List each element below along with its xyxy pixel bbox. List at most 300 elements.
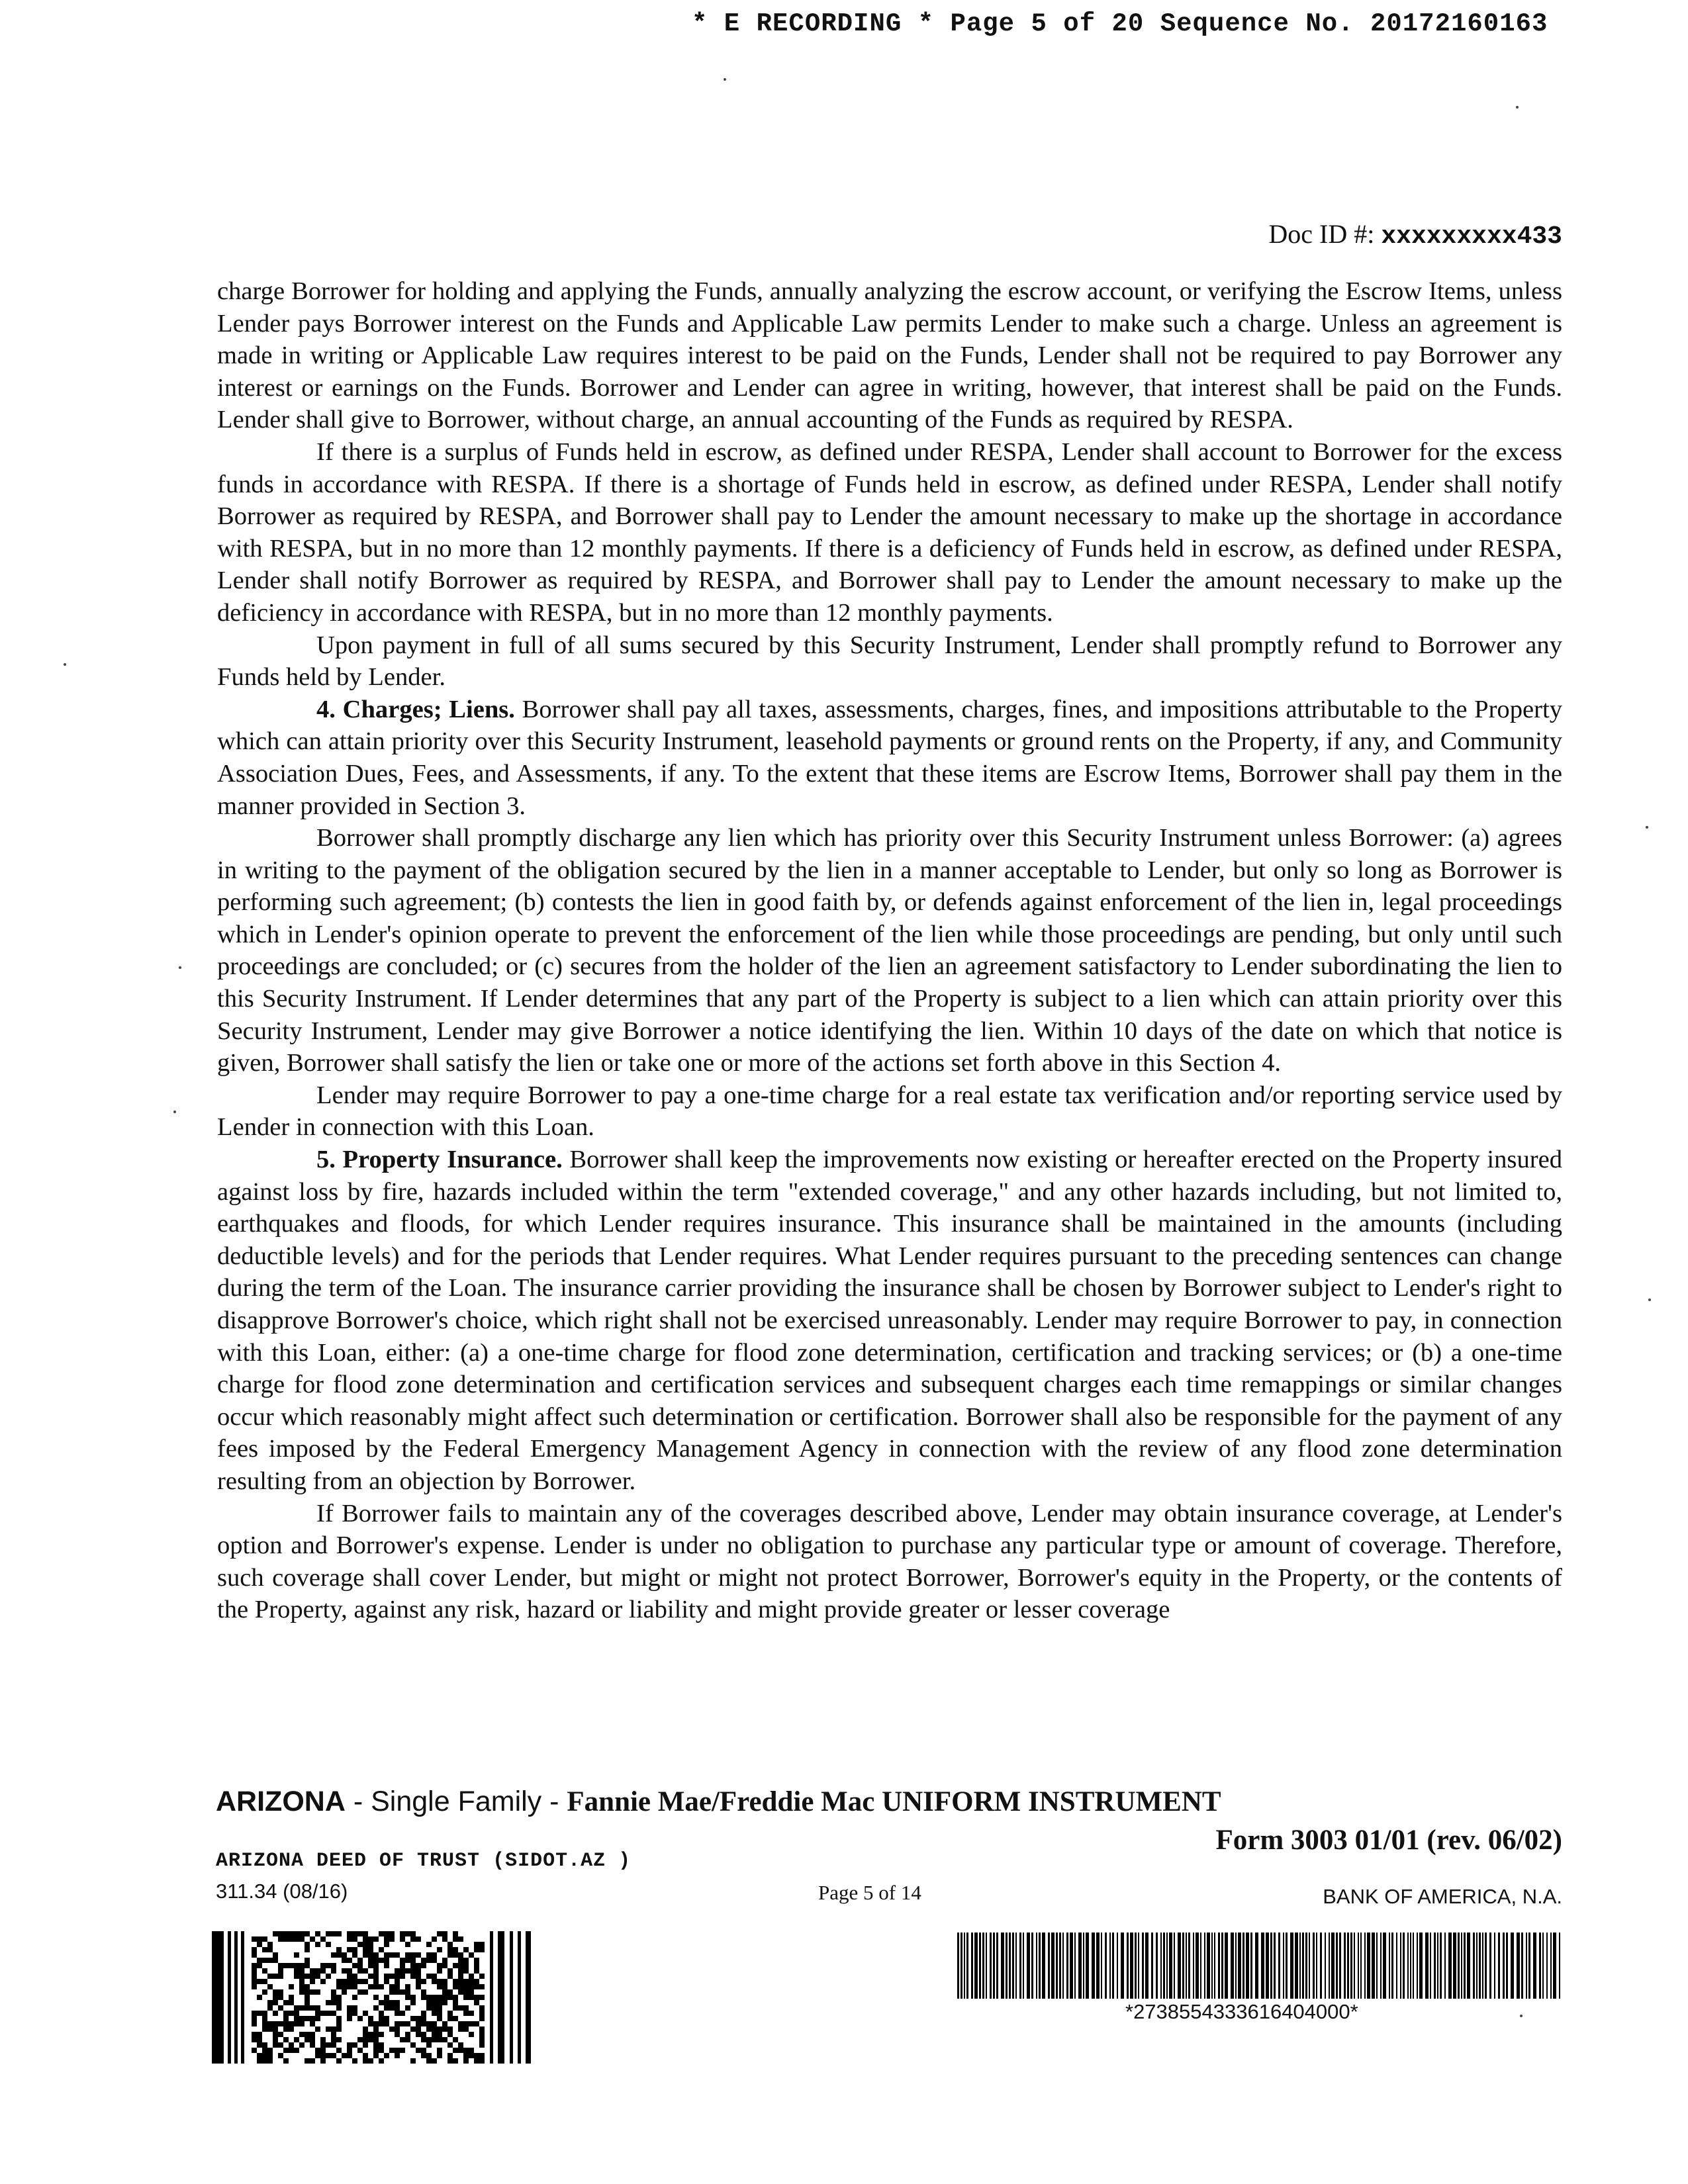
barcode-mark	[273, 1931, 278, 1936]
barcode-mark	[315, 2048, 320, 2053]
barcode-mark	[463, 2011, 469, 2016]
barcode-mark	[320, 1979, 326, 1984]
doc-id-label: Doc ID #:	[1268, 219, 1375, 249]
scan-speck	[1646, 826, 1648, 829]
barcode-mark	[1383, 1933, 1386, 1999]
barcode-mark	[331, 2037, 336, 2042]
barcode-mark	[474, 1947, 479, 1952]
barcode-mark	[273, 2026, 278, 2032]
barcode-mark	[252, 1947, 257, 1952]
section-4-heading: 4. Charges; Liens.	[316, 695, 515, 723]
barcode-mark	[1186, 1933, 1187, 1999]
barcode-mark	[426, 2021, 432, 2026]
barcode-mark	[342, 1952, 347, 1958]
barcode-mark	[320, 2058, 326, 2064]
barcode-mark	[320, 1968, 326, 1974]
barcode-mark	[453, 1979, 458, 1984]
barcode-mark	[315, 1968, 320, 1974]
barcode-mark	[273, 1952, 278, 1958]
barcode-mark	[469, 2021, 474, 2026]
barcode-mark	[479, 2058, 485, 2064]
barcode-mark	[474, 1979, 479, 1984]
barcode-mark	[1434, 1933, 1436, 1999]
barcode-mark	[294, 2048, 299, 2053]
barcode-mark	[299, 1931, 305, 1936]
barcode-mark	[347, 2016, 352, 2021]
barcode-mark	[294, 2011, 299, 2016]
barcode-mark	[252, 1952, 257, 1958]
barcode-mark	[993, 1933, 995, 1999]
barcode-mark	[479, 2032, 485, 2037]
barcode-mark	[267, 2005, 273, 2011]
barcode-mark	[1062, 1933, 1064, 1999]
barcode-mark	[305, 1974, 310, 1979]
barcode-mark	[336, 2058, 342, 2064]
barcode-mark	[453, 2037, 458, 2042]
barcode-mark	[336, 2026, 342, 2032]
barcode-mark	[453, 2058, 458, 2064]
scan-speck	[724, 78, 726, 81]
barcode-mark	[432, 1952, 437, 1958]
barcode-mark	[363, 1936, 368, 1942]
barcode-mark	[447, 1952, 453, 1958]
recording-header: * E RECORDING * Page 5 of 20 Sequence No. 20172160163	[692, 9, 1548, 38]
barcode-mark	[453, 2005, 458, 2011]
barcode-mark	[1204, 1933, 1205, 1999]
barcode-mark	[421, 2016, 426, 2021]
barcode-mark	[1391, 1933, 1393, 1999]
barcode-mark	[299, 1968, 305, 1974]
barcode-mark	[426, 2053, 432, 2058]
barcode-mark	[262, 2021, 267, 2026]
barcode-mark	[299, 1984, 305, 1989]
barcode-mark	[1464, 1933, 1466, 1999]
barcode-mark	[447, 1989, 453, 1995]
barcode-mark	[1250, 1933, 1252, 1999]
barcode-mark	[389, 1984, 395, 1989]
barcode-mark	[1295, 1933, 1298, 1999]
barcode-mark	[961, 1933, 962, 1999]
barcode-mark	[458, 2021, 463, 2026]
barcode-mark	[363, 2037, 368, 2042]
barcode-mark	[299, 2042, 305, 2048]
barcode-mark	[1344, 1933, 1346, 1999]
footer-title	[216, 1786, 1221, 1818]
barcode-mark	[310, 1968, 315, 1974]
barcode-mark	[405, 1989, 410, 1995]
barcode-mark	[299, 1974, 305, 1979]
barcode-mark	[458, 1936, 463, 1942]
barcode-mark	[463, 2021, 469, 2026]
barcode-mark	[1182, 1933, 1184, 1999]
barcode-mark	[395, 1979, 400, 1984]
barcode-mark	[289, 2048, 294, 2053]
barcode-mark	[283, 2000, 289, 2005]
barcode-mark	[1299, 1933, 1301, 1999]
barcode-mark	[305, 1942, 310, 1947]
barcode-mark	[1283, 1933, 1284, 1999]
barcode-mark	[426, 2026, 432, 2032]
barcode-mark	[379, 2058, 384, 2064]
barcode-mark	[1135, 1933, 1137, 1999]
barcode-mark	[273, 2032, 278, 2037]
barcode-mark	[474, 2021, 479, 2026]
barcode-mark	[1193, 1933, 1194, 1999]
barcode-mark	[1358, 1933, 1359, 1999]
barcode-mark	[352, 1995, 357, 2000]
barcode-mark	[267, 2048, 273, 2053]
barcode-mark	[294, 2021, 299, 2026]
barcode-mark	[1012, 1933, 1014, 1999]
barcode-mark	[405, 1995, 410, 2000]
barcode-mark	[305, 1963, 310, 1968]
barcode-mark	[363, 2053, 368, 2058]
barcode-mark	[479, 2005, 485, 2011]
barcode-mark	[421, 2011, 426, 2016]
barcode-mark	[410, 1931, 416, 1936]
barcode-mark	[479, 1995, 485, 2000]
barcode-mark	[410, 2058, 416, 2064]
barcode-mark	[384, 1931, 389, 1936]
barcode-mark	[469, 1952, 474, 1958]
barcode-mark	[336, 2037, 342, 2042]
barcode-mark	[410, 1995, 416, 2000]
barcode-mark	[252, 1963, 257, 1968]
barcode-mark	[373, 1984, 379, 1989]
barcode-mark	[252, 2032, 257, 2037]
barcode-mark	[458, 1989, 463, 1995]
barcode-mark	[458, 2048, 463, 2053]
barcode-mark	[1059, 1933, 1061, 1999]
barcode-mark	[1559, 1933, 1560, 1999]
barcode-mark	[474, 2053, 479, 2058]
barcode-mark	[289, 1936, 294, 1942]
barcode-mark	[257, 1995, 262, 2000]
barcode-mark	[405, 1942, 410, 1947]
barcode-mark	[347, 2011, 352, 2016]
barcode-mark	[474, 2058, 479, 2064]
barcode-mark	[1494, 1933, 1495, 1999]
barcode-mark	[331, 2011, 336, 2016]
barcode-mark	[1142, 1933, 1144, 1999]
barcode-mark	[357, 1942, 363, 1947]
barcode-mark	[373, 2053, 379, 2058]
barcode-mark	[342, 1958, 347, 1963]
barcode-mark	[257, 1963, 262, 1968]
barcode-mark	[416, 1984, 421, 1989]
barcode-mark	[400, 1989, 405, 1995]
barcode-mark	[453, 1952, 458, 1958]
barcode-mark	[262, 1989, 267, 1995]
barcode-mark	[257, 2032, 262, 2037]
footer-separator: - Single Family -	[345, 1786, 567, 1817]
barcode-mark	[336, 1979, 342, 1984]
barcode-mark	[368, 2032, 373, 2037]
barcode-mark	[294, 1936, 299, 1942]
barcode-mark	[283, 1931, 289, 1936]
barcode-mark	[426, 2037, 432, 2042]
barcode-mark	[974, 1933, 978, 1999]
barcode-mark	[326, 2042, 331, 2048]
barcode-mark	[479, 1984, 485, 1989]
barcode-mark	[1278, 1933, 1280, 1999]
section-5-property-insurance	[217, 1144, 1562, 1498]
barcode-mark	[1364, 1933, 1366, 1999]
barcode-mark	[283, 2058, 289, 2064]
barcode-mark	[310, 2037, 315, 2042]
barcode-mark	[352, 1936, 357, 1942]
barcode-mark	[373, 2026, 379, 2032]
barcode-mark	[299, 1989, 305, 1995]
barcode-mark	[384, 2005, 389, 2011]
barcode-mark	[262, 2026, 267, 2032]
barcode-mark	[395, 2005, 400, 2011]
barcode-mark	[1101, 1933, 1102, 1999]
barcode-mark	[347, 1979, 352, 1984]
barcode-mark	[289, 1931, 294, 1936]
barcode-mark	[1009, 1933, 1011, 1999]
barcode-mark	[289, 2026, 294, 2032]
barcode-mark	[267, 1974, 273, 1979]
barcode-mark	[299, 1963, 305, 1968]
barcode-mark	[331, 2000, 336, 2005]
barcode-mark	[310, 2005, 315, 2011]
barcode-mark	[373, 1995, 379, 2000]
barcode-mark	[267, 2021, 273, 2026]
barcode-mark	[305, 2032, 310, 2037]
barcode-mark	[442, 1979, 447, 1984]
barcode-mark	[416, 1963, 421, 1968]
barcode-mark	[400, 2011, 405, 2016]
barcode-mark	[1214, 1933, 1215, 1999]
barcode-mark	[1482, 1933, 1483, 1999]
barcode-mark	[432, 2021, 437, 2026]
barcode-mark	[453, 1995, 458, 2000]
barcode-mark	[442, 1989, 447, 1995]
barcode-mark	[1070, 1933, 1073, 1999]
barcode-mark	[357, 1931, 363, 1936]
barcode-mark	[305, 1931, 310, 1936]
barcode-mark	[405, 1968, 410, 1974]
barcode-mark	[437, 1963, 442, 1968]
barcode-mark	[1145, 1933, 1149, 1999]
barcode-mark	[1243, 1933, 1244, 1999]
barcode-mark	[453, 1947, 458, 1952]
barcode-mark	[1389, 1933, 1390, 1999]
barcode-mark	[283, 2048, 289, 2053]
barcode-mark	[305, 1947, 310, 1952]
form-code: 311.34 (08/16)	[216, 1880, 348, 1903]
barcode-mark	[526, 1931, 531, 2064]
barcode-mark	[252, 2021, 257, 2026]
barcode-mark	[469, 1974, 474, 1979]
barcode-mark	[326, 1974, 331, 1979]
barcode-mark	[479, 2026, 485, 2032]
barcode-mark	[267, 2058, 273, 2064]
barcode-mark	[315, 2005, 320, 2011]
barcode-mark	[442, 1936, 447, 1942]
barcode-mark	[352, 1984, 357, 1989]
barcode-mark	[368, 1963, 373, 1968]
barcode-mark	[342, 1979, 347, 1984]
barcode-mark	[384, 1942, 389, 1947]
barcode-mark	[273, 2011, 278, 2016]
barcode-mark	[447, 2053, 453, 2058]
barcode-mark	[1196, 1933, 1199, 1999]
barcode-mark	[447, 2011, 453, 2016]
barcode-mark	[447, 1942, 453, 1947]
barcode-mark	[1444, 1933, 1446, 1999]
barcode-mark	[363, 1942, 368, 1947]
barcode-mark	[1458, 1933, 1460, 1999]
barcode-mark	[294, 1931, 299, 1936]
barcode-mark	[326, 2000, 331, 2005]
barcode-mark	[432, 2032, 437, 2037]
barcode-mark	[379, 1984, 384, 1989]
barcode-mark	[474, 1958, 479, 1963]
barcode-mark	[979, 1933, 981, 1999]
barcode-mark	[1526, 1933, 1527, 1999]
barcode-mark	[458, 1979, 463, 1984]
barcode-mark	[442, 1958, 447, 1963]
barcode-mark	[463, 1963, 469, 1968]
barcode-mark	[1127, 1933, 1129, 1999]
barcode-mark	[252, 2048, 257, 2053]
barcode-mark	[463, 2048, 469, 2053]
barcode-mark	[331, 2032, 336, 2037]
barcode-mark	[395, 2026, 400, 2032]
barcode-mark	[1437, 1933, 1438, 1999]
barcode-mark	[363, 2026, 368, 2032]
barcode-mark	[1360, 1933, 1362, 1999]
barcode-mark	[331, 1989, 336, 1995]
barcode-mark	[267, 1984, 273, 1989]
barcode-mark	[437, 2053, 442, 2058]
barcode-mark	[416, 1936, 421, 1942]
barcode-mark	[283, 2021, 289, 2026]
barcode-mark	[1419, 1933, 1423, 1999]
barcode-mark	[1400, 1933, 1401, 1999]
barcode-mark	[1138, 1933, 1139, 1999]
barcode-mark	[453, 2016, 458, 2021]
barcode-number: *2738554333616404000*	[1125, 2000, 1358, 2023]
barcode-mark	[421, 2032, 426, 2037]
barcode-mark	[294, 2037, 299, 2042]
barcode-mark	[447, 1947, 453, 1952]
barcode-mark	[437, 2011, 442, 2016]
barcode-mark	[283, 2016, 289, 2021]
barcode-mark	[1350, 1933, 1352, 1999]
barcode-mark	[474, 1995, 479, 2000]
barcode-mark	[1121, 1933, 1124, 1999]
barcode-mark	[252, 1968, 257, 1974]
barcode-mark	[426, 2005, 432, 2011]
barcode-mark	[299, 2032, 305, 2037]
barcode-mark	[442, 2000, 447, 2005]
barcode-mark	[252, 1979, 257, 1984]
barcode-mark	[373, 1936, 379, 1942]
pdf417-barcode-icon	[212, 1931, 535, 2064]
barcode-mark	[252, 1984, 257, 1989]
barcode-mark	[379, 2042, 384, 2048]
barcode-mark	[421, 1958, 426, 1963]
barcode-mark	[437, 2000, 442, 2005]
barcode-mark	[241, 1931, 244, 2064]
barcode-mark	[379, 2048, 384, 2053]
barcode-mark	[326, 2053, 331, 2058]
barcode-mark	[289, 2042, 294, 2048]
barcode-mark	[379, 2000, 384, 2005]
barcode-mark	[283, 1936, 289, 1942]
barcode-mark	[1031, 1933, 1033, 1999]
barcode-mark	[1354, 1933, 1355, 1999]
barcode-mark	[310, 1979, 315, 1984]
barcode-mark	[267, 2053, 273, 2058]
barcode-mark	[257, 2011, 262, 2016]
barcode-mark	[1092, 1933, 1095, 1999]
barcode-mark	[405, 1952, 410, 1958]
barcode-mark	[1336, 1933, 1338, 1999]
barcode-mark	[426, 2042, 432, 2048]
barcode-mark	[299, 1979, 305, 1984]
barcode-mark	[278, 2021, 283, 2026]
lender-name: BANK OF AMERICA, N.A.	[1323, 1885, 1562, 1908]
barcode-mark	[1117, 1933, 1118, 1999]
barcode-mark	[479, 1974, 485, 1979]
barcode-mark	[469, 1979, 474, 1984]
barcode-mark	[1178, 1933, 1181, 1999]
barcode-mark	[395, 2048, 400, 2053]
barcode-mark	[1550, 1933, 1552, 1999]
barcode-mark	[400, 2037, 405, 2042]
barcode-mark	[437, 2005, 442, 2011]
barcode-mark	[426, 2000, 432, 2005]
barcode-mark	[400, 1958, 405, 1963]
barcode-mark	[299, 2016, 305, 2021]
barcode-mark	[1440, 1933, 1442, 1999]
barcode-mark	[1074, 1933, 1076, 1999]
barcode-mark	[490, 1931, 493, 2064]
barcode-mark	[1503, 1933, 1505, 1999]
barcode-mark	[469, 2032, 474, 2037]
barcode-mark	[289, 2000, 294, 2005]
barcode-mark	[363, 2032, 368, 2037]
barcode-mark	[257, 2042, 262, 2048]
barcode-mark	[352, 2042, 357, 2048]
barcode-mark	[1039, 1933, 1041, 1999]
barcode-mark	[326, 1963, 331, 1968]
barcode-mark	[299, 2021, 305, 2026]
scan-speck	[64, 663, 66, 666]
barcode-mark	[1207, 1933, 1210, 1999]
barcode-mark	[278, 1936, 283, 1942]
barcode-mark	[315, 1974, 320, 1979]
barcode-mark	[352, 1952, 357, 1958]
barcode-mark	[283, 2011, 289, 2016]
barcode-mark	[458, 2026, 463, 2032]
barcode-mark	[278, 1963, 283, 1968]
barcode-mark	[336, 1995, 342, 2000]
barcode-mark	[437, 1931, 442, 1936]
barcode-mark	[405, 2037, 410, 2042]
barcode-mark	[1255, 1933, 1258, 1999]
paragraph-tax-verification: Lender may require Borrower to pay a one-time charge for a real estate tax verification and/or reporting service used by Lender in connection with this Loan.	[217, 1081, 1562, 1142]
barcode-mark	[336, 2048, 342, 2053]
linear-barcode-icon	[957, 1933, 1564, 1999]
barcode-mark	[453, 2000, 458, 2005]
scan-speck	[173, 1111, 176, 1113]
barcode-mark	[1467, 1933, 1470, 1999]
